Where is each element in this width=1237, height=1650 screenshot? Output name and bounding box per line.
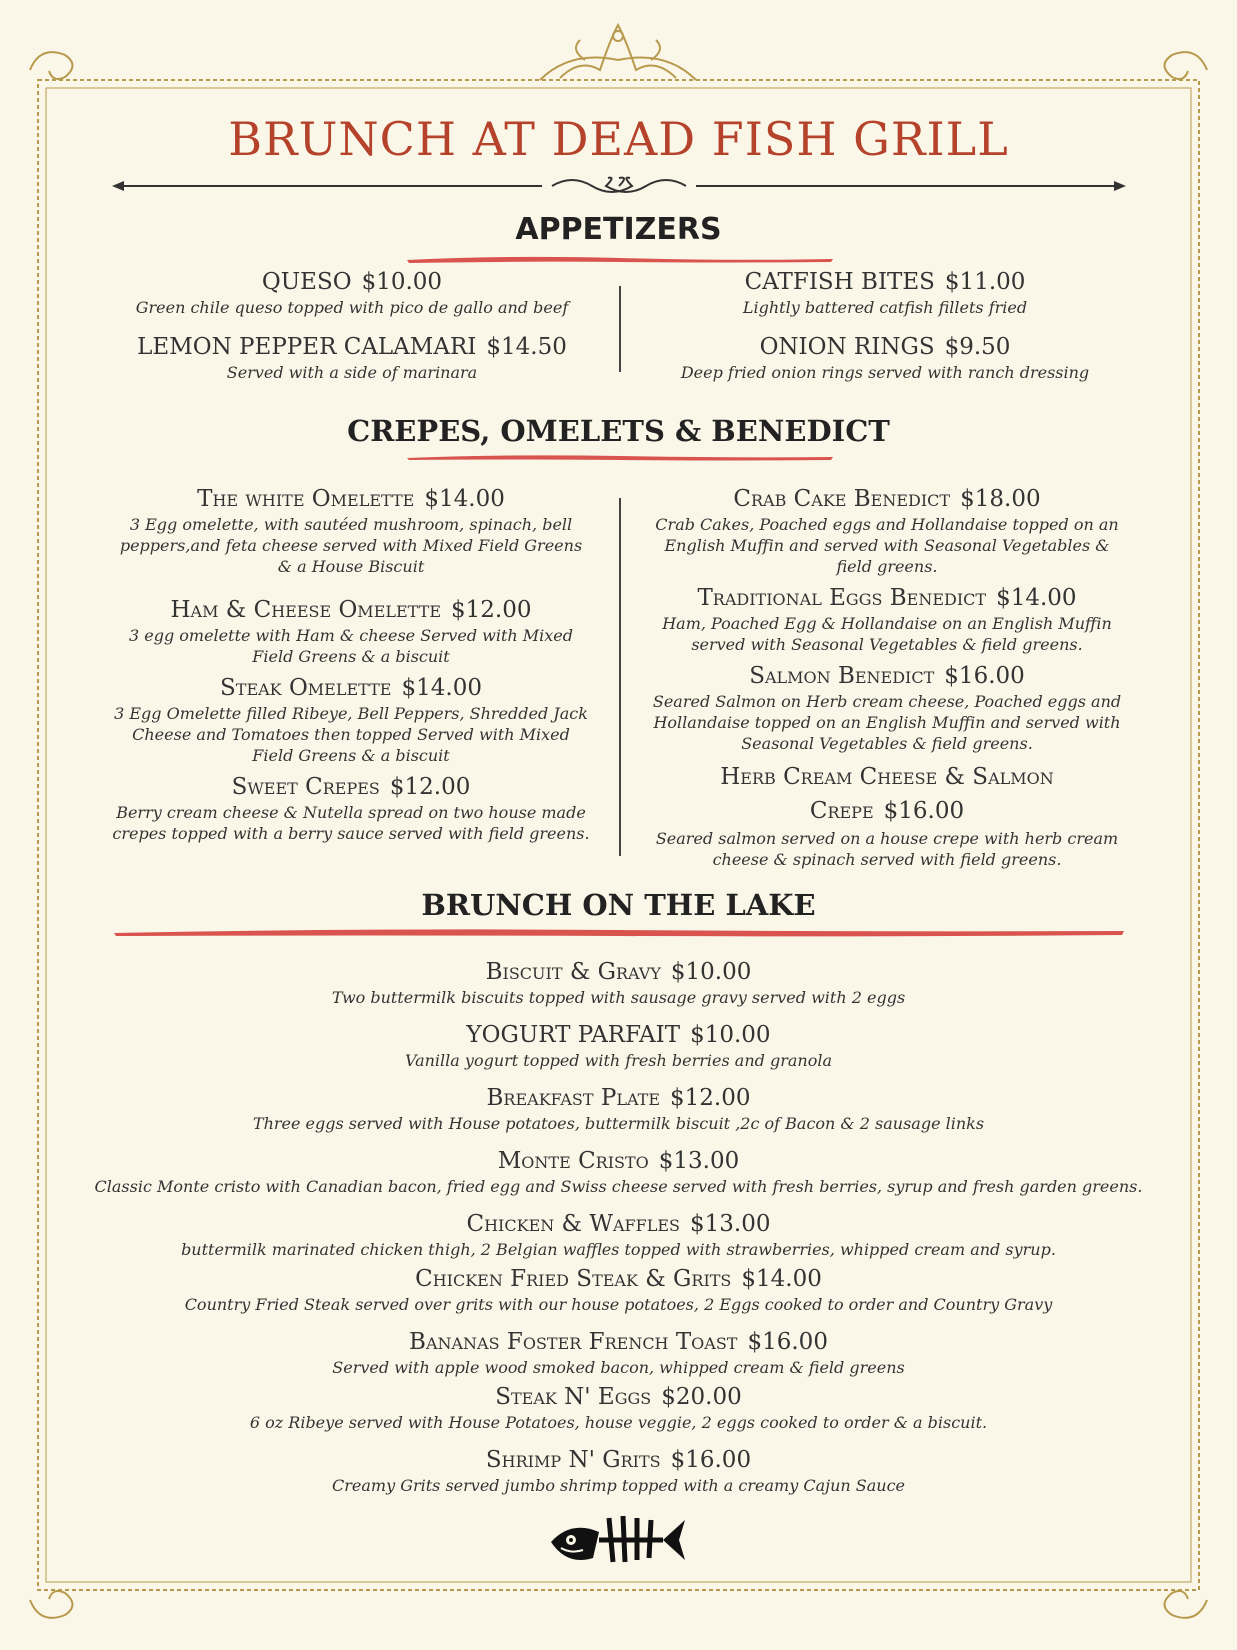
item-description: Creamy Grits served jumbo shrimp topped with a creamy Cajun Sauce xyxy=(332,1476,905,1495)
menu-item xyxy=(60,1445,1177,1496)
item-description: Country Fried Steak served over grits with our house potatoes, 2 Eggs cooked to order and Country Gravy xyxy=(184,1295,1053,1314)
lake-underline xyxy=(112,926,1126,938)
item-name: CATFISH BITES $11.00 xyxy=(744,269,1026,295)
item-description: buttermilk marinated chicken thigh, 2 Belgian waffles topped with strawberries, whipped cream and syrup. xyxy=(181,1240,1056,1259)
menu-item xyxy=(112,772,590,844)
item-description: Green chile queso topped with pico de gallo and beef xyxy=(135,298,569,317)
item-name: The white Omelette $14.00 xyxy=(197,486,505,512)
menu-item xyxy=(60,1083,1177,1134)
appetizers-divider xyxy=(619,286,621,372)
lake-heading: BRUNCH ON THE LAKE xyxy=(421,888,816,922)
item-description: Seared salmon served on a house crepe with herb cream cheese & spinach served with field greens. xyxy=(655,829,1119,869)
item-description: Ham, Poached Egg & Hollandaise on an English Muffin served with Seasonal Vegetables & field greens. xyxy=(662,614,1112,654)
item-name: Chicken Fried Steak & Grits $14.00 xyxy=(415,1266,822,1292)
crepes-underline xyxy=(405,452,835,462)
item-name: Crab Cake Benedict $18.00 xyxy=(733,486,1041,512)
item-description: 6 oz Ribeye served with House Potatoes, house veggie, 2 eggs cooked to order & a biscuit. xyxy=(249,1413,988,1432)
item-name: Breakfast Plate $12.00 xyxy=(486,1085,751,1111)
menu-item xyxy=(60,1209,1177,1260)
crepes-right xyxy=(648,484,1126,870)
menu-item xyxy=(60,1327,1177,1378)
menu-item xyxy=(648,484,1126,577)
menu-item xyxy=(60,1020,1177,1071)
crepes-left xyxy=(112,484,590,844)
item-name: Salmon Benedict $16.00 xyxy=(749,663,1025,689)
item-description: 3 Egg omelette, with sautéed mushroom, spinach, bell peppers,and feta cheese served with Mixed Field Greens & a House Biscuit xyxy=(119,515,583,576)
item-name: Chicken & Waffles $13.00 xyxy=(466,1211,771,1237)
item-name: LEMON PEPPER CALAMARI $14.50 xyxy=(137,334,567,360)
menu-item xyxy=(60,1146,1177,1197)
menu-item xyxy=(112,267,592,318)
menu-item xyxy=(60,1264,1177,1315)
menu-item xyxy=(112,484,590,577)
menu-item xyxy=(60,1382,1177,1433)
menu-item xyxy=(112,673,590,766)
item-name: Herb Cream Cheese & Salmon Crepe $16.00 xyxy=(720,764,1054,824)
menu-item xyxy=(648,583,1126,655)
menu-item xyxy=(648,661,1126,754)
item-name: Steak N' Eggs $20.00 xyxy=(495,1384,742,1410)
item-name: Ham & Cheese Omelette $12.00 xyxy=(170,597,532,623)
menu-item xyxy=(112,595,590,667)
menu-title: BRUNCH AT DEAD FISH GRILL xyxy=(228,112,1009,166)
item-description: Three eggs served with House potatoes, buttermilk biscuit ,2c of Bacon & 2 sausage links xyxy=(252,1114,985,1133)
appetizers-left xyxy=(112,267,592,383)
item-description: Served with apple wood smoked bacon, whipped cream & field greens xyxy=(332,1358,905,1377)
item-description: Deep fried onion rings served with ranch dressing xyxy=(680,363,1090,382)
item-name: Monte Cristo $13.00 xyxy=(497,1148,740,1174)
item-name: Bananas Foster French Toast $16.00 xyxy=(409,1329,828,1355)
item-description: Served with a side of marinara xyxy=(226,363,478,382)
crepes-divider xyxy=(619,498,621,856)
item-name: Traditional Eggs Benedict $14.00 xyxy=(697,585,1077,611)
item-description: Seared Salmon on Herb cream cheese, Poached eggs and Hollandaise topped on an English Muffin and served with Seasonal Vegetables & field greens. xyxy=(652,692,1122,753)
item-description: Berry cream cheese & Nutella spread on two house made crepes topped with a berry sauce served with field greens. xyxy=(112,803,590,843)
item-description: 3 egg omelette with Ham & cheese Served with Mixed Field Greens & a biscuit xyxy=(128,626,574,666)
item-description: Two buttermilk biscuits topped with sausage gravy served with 2 eggs xyxy=(331,988,906,1007)
item-description: Lightly battered catfish fillets fried xyxy=(742,298,1028,317)
fish-skeleton-logo xyxy=(543,1510,693,1570)
crepes-heading: CREPES, OMELETS & BENEDICT xyxy=(347,414,890,448)
appetizers-right xyxy=(645,267,1125,383)
item-name: ONION RINGS $9.50 xyxy=(759,334,1011,360)
appetizers-underline xyxy=(405,254,835,264)
item-description: Vanilla yogurt topped with fresh berries and granola xyxy=(405,1051,832,1070)
item-description: 3 Egg Omelette filled Ribeye, Bell Peppers, Shredded Jack Cheese and Tomatoes then topped Served with Mixed Field Greens & a biscuit xyxy=(114,704,588,765)
menu-item xyxy=(60,957,1177,1008)
item-name: YOGURT PARFAIT $10.00 xyxy=(466,1022,771,1048)
item-name: Biscuit & Gravy $10.00 xyxy=(485,959,752,985)
item-description: Crab Cakes, Poached eggs and Hollandaise topped on an English Muffin and served with Seasonal Vegetables & field greens. xyxy=(655,515,1119,576)
menu-item xyxy=(648,760,1126,870)
menu-item xyxy=(645,332,1125,383)
menu-item xyxy=(112,332,592,383)
item-name: Steak Omelette $14.00 xyxy=(220,675,482,701)
item-name: QUESO $10.00 xyxy=(261,269,443,295)
title-divider xyxy=(112,174,1126,198)
lake-items xyxy=(60,957,1177,1496)
item-name: Shrimp N' Grits $16.00 xyxy=(485,1447,752,1473)
menu-item xyxy=(645,267,1125,318)
item-name: Sweet Crepes $12.00 xyxy=(231,774,471,800)
item-description: Classic Monte cristo with Canadian bacon, fried egg and Swiss cheese served with fresh berries, syrup and fresh garden greens. xyxy=(94,1177,1143,1196)
appetizers-heading: APPETIZERS xyxy=(515,212,722,247)
